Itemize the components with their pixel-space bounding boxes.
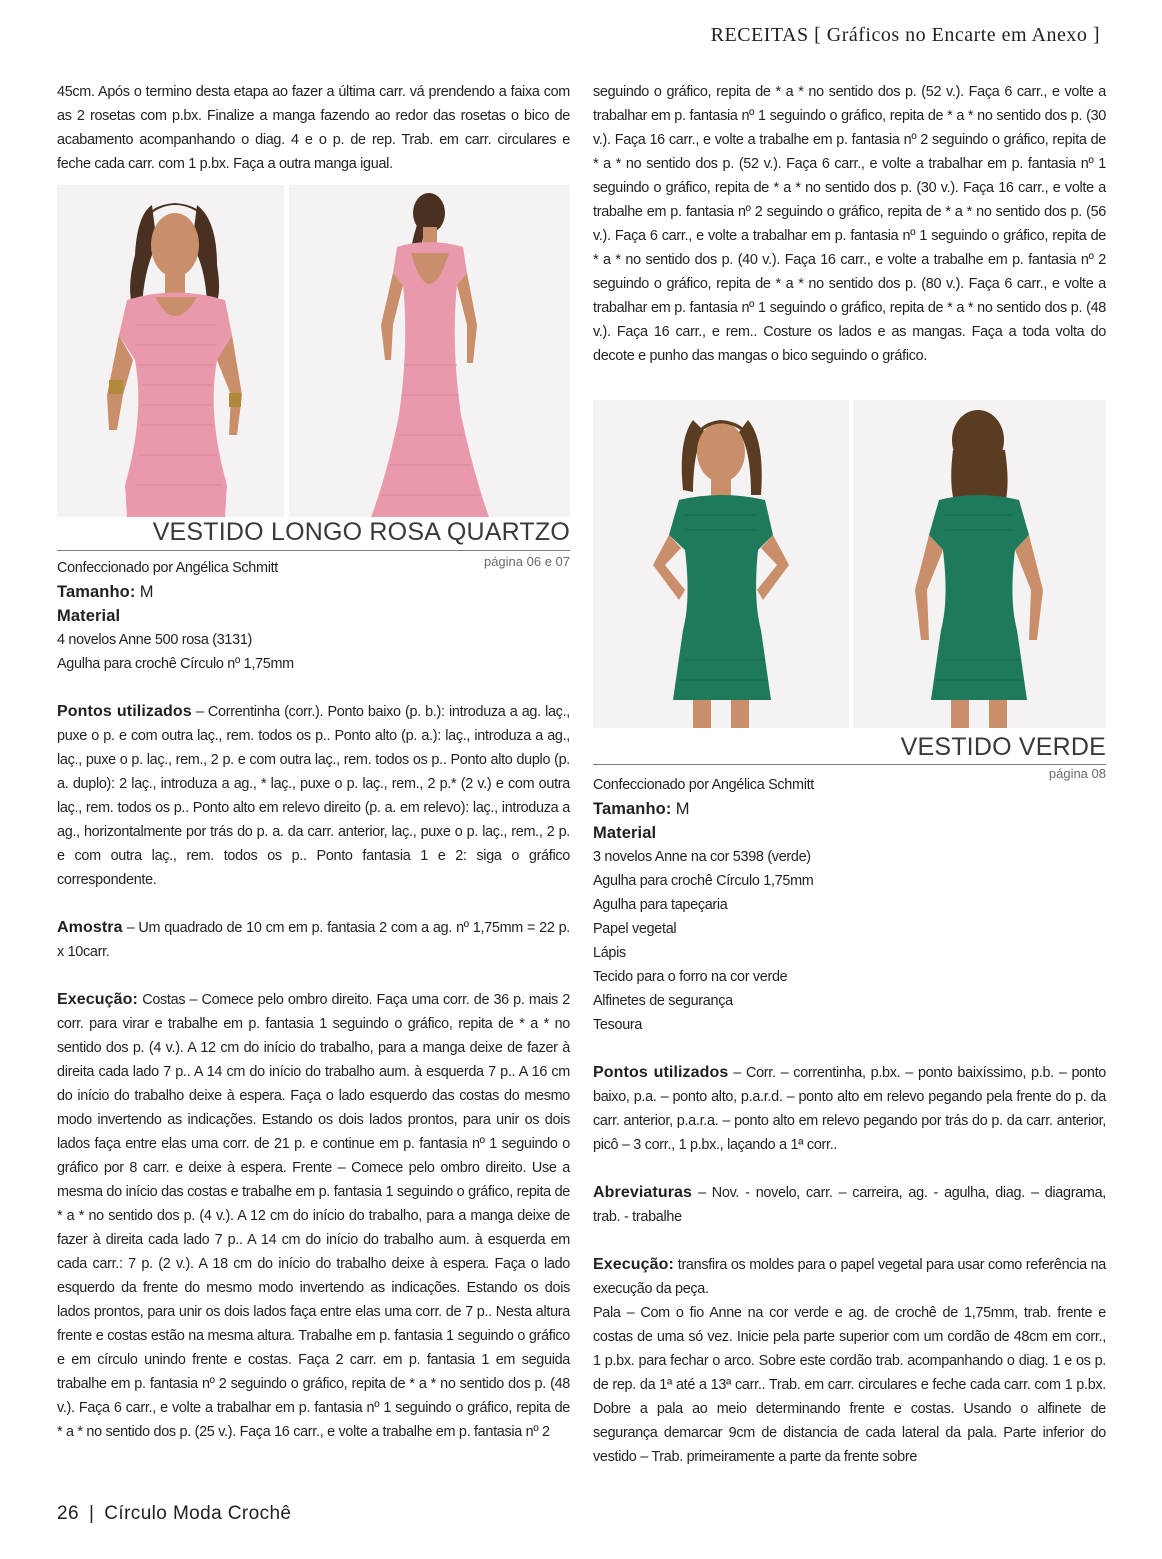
rosa-size-value: M — [139, 583, 154, 601]
page-header-title: RECEITAS [ Gráficos no Encarte em Anexo ] — [710, 24, 1100, 46]
verde-material-item: Tesoura — [593, 1017, 643, 1033]
verde-execucao-label: Execução: — [593, 1256, 674, 1273]
pink-dress-front-photo — [57, 185, 284, 517]
verde-abrev-label: Abreviaturas — [593, 1184, 693, 1201]
left-intro-block — [57, 80, 570, 176]
rosa-execucao-text: Costas – Comece pelo ombro direito. Faça uma corr. de 36 p. mais 2 corr. para virar e trabalhe em p. fantasia 1 seguindo o gráfico, repita de * a * no sentido dos p. (4 v.). A 12 cm do início do trabalho, para a manga deixe de fazer à direita cada lado 7 p.. A 14 cm do início do trabalho aum. à esquerda 7 p.. A 16 cm do início do trabalho deixe à espera. Faça o lado esquerdo das costas do mesmo modo invertendo as indicações. Estando os dois lados prontos, para unir os dois lados faça entre elas uma corr. de 21 p. e continue em p. fantasia nº 1 seguindo o gráfico por 8 carr. e deixe à espera. Frente – Comece pelo ombro direito. Use a mesma do início das costas e trabalhe em p. fantasia 1 seguindo o gráfico, repita de * a * no sentido dos p. (4 v.). A 12 cm do início do trabalho, para a manga deixe de fazer à direita cada lado 7 p.. A 14 cm do início do trabalho aum. à esquerda em cada carr.: 7 p. (2 v.). A 18 cm do início do trabalho deixe à espera. Faça o lado esquerdo da frente do mesmo modo invertendo as indicações. Estando os dois lados prontos, para unir os dois lados faça entre elas uma corr. de 7 p.. Nesta altura frente e costas estão na mesma altura. Trabalhe em p. fantasia 1 seguindo o gráfico e em círculo unindo frente e costas. Faça 2 carr. em p. fantasia 1 em seguida trabalhe em p. fantasia nº 2 seguindo o gráfico, repita de * a * no sentido dos p. (48 v.). Faça 6 carr., e volte a trabalhar em p. fantasia nº 1 seguindo o gráfico, repita de * a * no sentido dos p. (25 v.). Faça 16 carr., e volte a trabalhe em p. fantasia nº 2 — [57, 992, 570, 1440]
verde-material-item: Agulha para tapeçaria — [593, 897, 728, 913]
verde-material-item: Papel vegetal — [593, 921, 677, 937]
rosa-made-by: Confeccionado por Angélica Schmitt — [57, 560, 278, 576]
rosa-material-label: Material — [57, 607, 121, 625]
left-intro-text: 45cm. Após o termino desta etapa ao fazer a última carr. vá prendendo a faixa com as 2 rosetas com p.bx. Finalize a manga fazendo ao redor das rosetas o bico de acabamento acompanhando o diag. 4 e o p. de rep. Trab. em carr. circulares e feche cada carr. com 1 p.bx. Faça a outra manga igual. — [57, 84, 570, 172]
verde-title-rule — [593, 764, 1106, 765]
verde-pontos-text: – Corr. – correntinha, p.bx. – ponto baixíssimo, p.b. – ponto baixo, p.a. – ponto alto, p.a.r.d. – ponto alto em relevo pegando pela frente do p. da carr. anterior, p.a.r.a. – ponto alto em relevo pegando por trás do p. da carr. anterior, picô – 3 corr., 1 p.bx., laçando a 1ª corr.. — [593, 1065, 1106, 1153]
rosa-pontos-text: – Correntinha (corr.). Ponto baixo (p. b.): introduza a ag. laç., puxe o p. e com outra laç., rem. todos os p.. Ponto alto (p. a.): laç., introduza a ag., laç., puxe o p. laç., rem., 2 p. e com outra laç., rem. todos os p.. Ponto alto duplo (p. a. duplo): 2 laç., introduza a ag., * laç., puxe o p. laç., rem., 2 p.* (2 v.) e com outra laç., rem. todos os p.. Ponto alto em relevo direito (p. a. em relevo): laç., introduza a ag., horizontalmente por trás do p. a. da carr. anterior, laç., puxe o p. laç., rem., 2 p. e com outra laç., rem. todos os p.. Ponto fantasia 1 e 2: siga o gráfico correspondente. — [57, 704, 570, 888]
verde-material-item: 3 novelos Anne na cor 5398 (verde) — [593, 849, 811, 865]
rosa-size-label: Tamanho: — [57, 583, 136, 601]
verde-execucao-text: transfira os moldes para o papel vegetal para usar como referência na execução da peça. — [593, 1257, 1106, 1297]
verde-material-item: Lápis — [593, 945, 626, 961]
rosa-details — [57, 556, 570, 1444]
rosa-title-rule — [57, 550, 570, 551]
rosa-pontos-paragraph — [57, 700, 570, 892]
rosa-amostra-paragraph — [57, 916, 570, 964]
page-number: 26 — [57, 1503, 79, 1524]
rosa-execucao-paragraph — [57, 988, 570, 1444]
verde-material-item: Agulha para crochê Círculo 1,75mm — [593, 873, 814, 889]
rosa-section-title: VESTIDO LONGO ROSA QUARTZO — [152, 518, 570, 546]
verde-material-item: Alfinetes de segurança — [593, 993, 733, 1009]
verde-size — [593, 797, 1106, 821]
verde-section-title: VESTIDO VERDE — [900, 733, 1106, 761]
verde-abrev-text: – Nov. - novelo, carr. – carreira, ag. - agulha, diag. – diagrama, trab. - trabalhe — [593, 1185, 1106, 1225]
rosa-amostra-text: – Um quadrado de 10 cm em p. fantasia 2 com a ag. nº 1,75mm = 22 p. x 10carr. — [57, 920, 570, 960]
verde-pontos-paragraph — [593, 1061, 1106, 1157]
verde-made-by: Confeccionado por Angélica Schmitt — [593, 777, 814, 793]
rosa-material-item: Agulha para crochê Círculo nº 1,75mm — [57, 656, 294, 672]
verde-pontos-label: Pontos utilizados — [593, 1064, 729, 1081]
verde-page-ref: página 08 — [1048, 766, 1106, 781]
rosa-pontos-label: Pontos utilizados — [57, 703, 192, 720]
verde-details — [593, 773, 1106, 1469]
verde-material-heading — [593, 821, 1106, 845]
verde-size-label: Tamanho: — [593, 800, 672, 818]
magazine-name: Círculo Moda Crochê — [104, 1503, 292, 1524]
pink-dress-back-photo — [289, 185, 570, 517]
verde-material-item: Tecido para o forro na cor verde — [593, 969, 788, 985]
rosa-size — [57, 580, 570, 604]
green-dress-front-photo — [593, 400, 849, 728]
rosa-page-ref: página 06 e 07 — [483, 554, 570, 569]
verde-size-value: M — [675, 800, 690, 818]
green-dress-back-photo — [853, 400, 1106, 728]
rosa-execucao-label: Execução: — [57, 991, 138, 1008]
verde-abrev-paragraph — [593, 1181, 1106, 1229]
right-intro-block — [593, 80, 1106, 368]
footer-separator: | — [88, 1503, 95, 1524]
verde-execucao-paragraph — [593, 1253, 1106, 1301]
rosa-amostra-label: Amostra — [57, 919, 123, 936]
verde-pala-paragraph: Pala – Com o fio Anne na cor verde e ag. de crochê de 1,75mm, trab. frente e costas de uma só vez. Inicie pela parte superior com um cordão de 48cm em corr., 1 p.bx. para fechar o arco. Sobre este cordão trab. acompanhando o diag. 1 e os p. de rep. da 1ª até a 13ª carr.. Trab. em carr. circulares e feche cada carr. com 1 p.bx. Dobre a pala ao meio determinando frente e costas. Usando o alfinete de segurança demarcar 9cm de distancia de cada lateral da pala. Parte inferior do vestido – Trab. primeiramente a parte da frente sobre — [593, 1305, 1106, 1465]
page-footer — [57, 1503, 291, 1525]
right-intro-text: seguindo o gráfico, repita de * a * no sentido dos p. (52 v.). Faça 6 carr., e volte a trabalhar em p. fantasia nº 1 seguindo o gráfico, repita de * a * no sentido dos p. (30 v.). Faça 16 carr., e volte a trabalhe em p. fantasia nº 2 seguindo o gráfico, repita de * a * no sentido dos p. (52 v.). Faça 6 carr., e volte a trabalhar em p. fantasia nº 1 seguindo o gráfico, repita de * a * no sentido dos p. (30 v.). Faça 16 carr., e volte a trabalhe em p. fantasia nº 2 seguindo o gráfico, repita de * a * no sentido dos p. (56 v.). Faça 6 carr., e volte a trabalhar em p. fantasia nº 1 seguindo o gráfico, repita de * a * no sentido dos p. (40 v.). Faça 16 carr., e volte a trabalhe em p. fantasia nº 2 seguindo o gráfico, repita de * a * no sentido dos p. (80 v.). Faça 6 carr., e volte a trabalhar em p. fantasia nº 1 seguindo o gráfico, repita de * a * no sentido dos p. (48 v.). Faça 16 carr., e rem.. Costure os lados e as mangas. Faça a toda volta do decote e punho das mangas o bico seguindo o gráfico. — [593, 84, 1106, 364]
verde-material-label: Material — [593, 824, 657, 842]
rosa-material-heading — [57, 604, 570, 628]
rosa-material-item: 4 novelos Anne 500 rosa (3131) — [57, 632, 253, 648]
